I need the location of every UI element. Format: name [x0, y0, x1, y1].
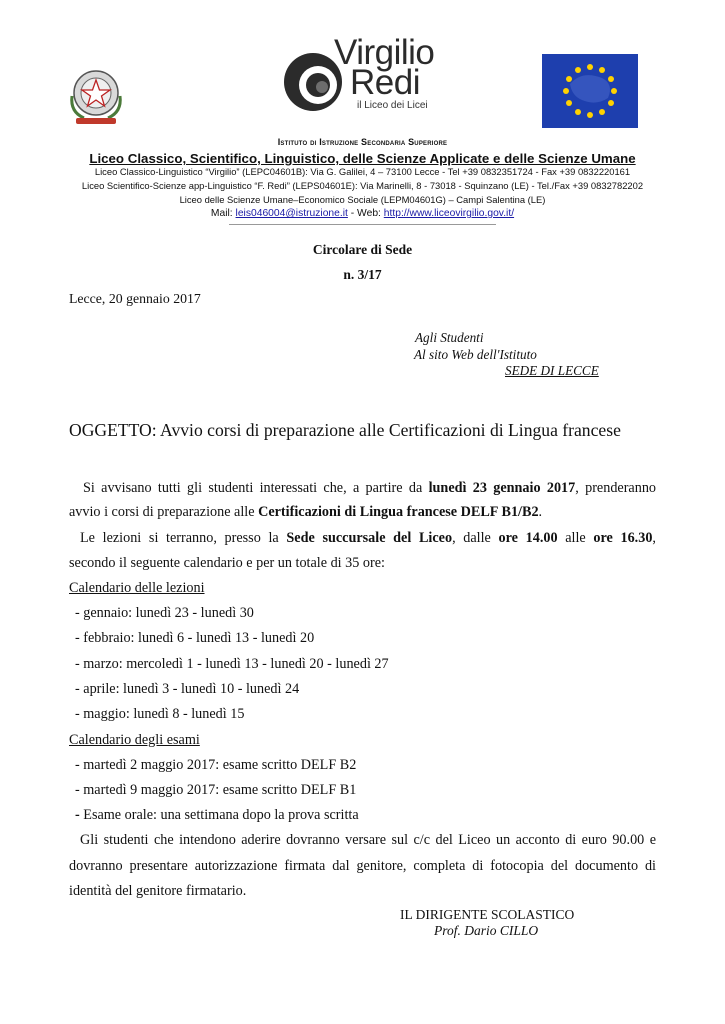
mail-label: Mail: — [210, 208, 233, 219]
paragraph-2-line-1 — [69, 528, 656, 548]
lesson-item: - aprile: lunedì 3 - lunedì 10 - lunedì 24 — [75, 681, 300, 697]
header-divider — [229, 224, 496, 225]
lessons-heading: Calendario delle lezioni — [69, 580, 205, 596]
recipient-sede: SEDE DI LECCE — [505, 363, 599, 378]
p2-text-1: Le lezioni si terranno, presso la — [80, 530, 287, 546]
p2-text-3: alle — [557, 530, 594, 546]
p2-location: Sede succursale del Liceo — [286, 530, 453, 546]
lesson-item: - febbraio: lunedì 6 - lunedì 13 - lunedì 20 — [75, 630, 315, 646]
lesson-item: - gennaio: lunedì 23 - lunedì 30 — [75, 605, 254, 621]
paragraph-3-line-2: dovranno presentare autorizzazione firmata dal genitore, completa di fotocopia del documento di — [69, 858, 656, 874]
p1-text-1: Si avvisano tutti gli studenti interessati che, a partire da — [83, 480, 429, 496]
paragraph-3-line-1: Gli studenti che intendono aderire dovranno versare sul c/c del Liceo un acconto di euro 90.00 e — [80, 832, 656, 848]
paragraph-1-line-2 — [69, 502, 542, 522]
subject-line: OGGETTO: Avvio corsi di preparazione alle Certificazioni di Lingua francese — [69, 420, 621, 440]
p1-text-2: , prenderanno — [575, 480, 657, 496]
institute-title: Istituto di Istruzione Secondaria Superiore — [277, 137, 448, 147]
logo-word-redi: Redi — [350, 63, 420, 102]
circolare-title: Circolare di Sede — [312, 242, 413, 257]
address-line-1: Liceo Classico-Linguistico “Virgilio” (LEPC04601B): Via G. Galilei, 4 – 73100 Lecce - Tel +39 0832351724 - Fax +39 0832220161 — [94, 166, 631, 177]
address-line-3: Liceo delle Scienze Umane–Economico Sociale (LEPM04601G) – Campi Salentina (LE) — [179, 194, 546, 205]
logo-word-virgilio: Virgilio — [334, 33, 435, 72]
logo-tagline: il Liceo dei Licei — [357, 100, 428, 111]
paragraph-2-line-2: secondo il seguente calendario e per un totale di 35 ore: — [69, 555, 385, 571]
p2-end-time: ore 16.30 — [593, 530, 653, 546]
p2-text-2: , dalle — [452, 530, 499, 546]
recipient-students: Agli Studenti — [415, 330, 484, 345]
exams-heading: Calendario degli esami — [69, 732, 200, 748]
date-line: Lecce, 20 gennaio 2017 — [69, 291, 201, 306]
p2-start-time: ore 14.00 — [498, 530, 558, 546]
p2-text-4: , — [652, 530, 656, 546]
p1-date: lunedì 23 gennaio 2017 — [428, 480, 576, 496]
exam-oral-dash: - — [75, 807, 80, 823]
lesson-item: - marzo: mercoledì 1 - lunedì 13 - lunedì 20 - lunedì 27 — [75, 656, 389, 672]
recipient-website: Al sito Web dell'Istituto — [414, 347, 537, 362]
paragraph-3-line-3: identità del genitore firmatario. — [69, 883, 247, 899]
exam-item: - martedì 9 maggio 2017: esame scritto DELF B1 — [75, 782, 357, 798]
p1-certification: Certificazioni di Lingua francese DELF B1/B2 — [258, 504, 539, 520]
address-line-2: Liceo Scientifico-Scienze app-Linguistico “F. Redi” (LEPS04601E): Via Marinelli, 8 - 73018 - Squinzano (LE) - Tel./Fax +39 0832782202 — [81, 180, 644, 191]
school-logo — [280, 33, 450, 116]
lesson-item: - maggio: lunedì 8 - lunedì 15 — [75, 706, 245, 722]
p1-text-4: . — [538, 504, 543, 520]
exam-item: - martedì 2 maggio 2017: esame scritto DELF B2 — [75, 757, 357, 773]
school-names: Liceo Classico, Scientifico, Linguistico, delle Scienze Applicate e delle Scienze Umane — [89, 151, 636, 166]
mail-link[interactable]: leis046004@istruzione.it — [235, 208, 348, 219]
signature-role: IL DIRIGENTE SCOLASTICO — [400, 907, 575, 922]
paragraph-1-line-1 — [69, 478, 656, 498]
web-link[interactable]: http://www.liceovirgilio.gov.it/ — [383, 208, 515, 219]
italian-emblem — [66, 66, 126, 128]
exam-oral-item — [75, 805, 359, 825]
web-label: - Web: — [350, 208, 381, 219]
p1-text-3: avvio i corsi di preparazione alle — [69, 504, 259, 520]
exam-oral-text: Esame orale: una settimana dopo la prova scritta — [83, 807, 359, 823]
signature-name: Prof. Dario CILLO — [434, 923, 539, 938]
eu-flag — [542, 54, 638, 128]
circolare-number: n. 3/17 — [343, 267, 382, 282]
contact-line — [0, 207, 725, 220]
